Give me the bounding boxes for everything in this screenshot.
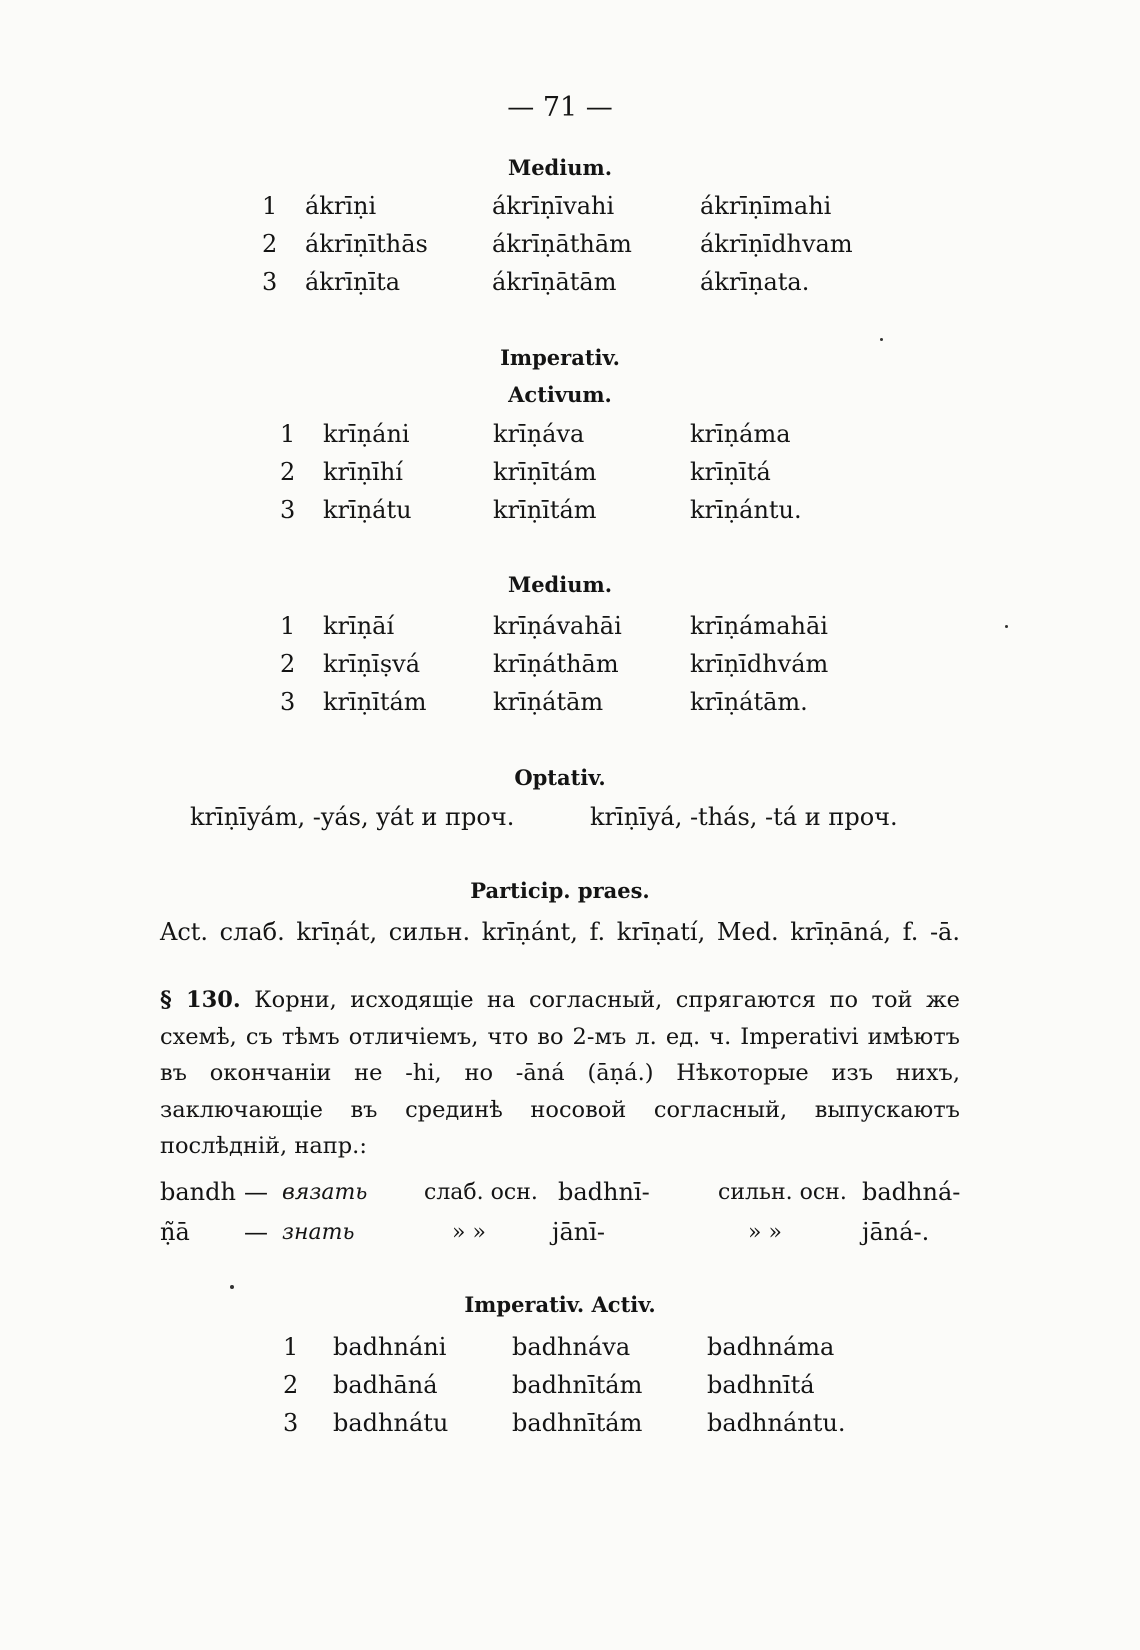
- weak-stem: jānī-: [552, 1218, 605, 1246]
- form-plural: krīṇītá: [690, 458, 771, 486]
- form-singular: krīṇáni: [323, 420, 410, 448]
- form-dual: badhnītám: [512, 1371, 643, 1399]
- form-dual: badhnītám: [512, 1409, 643, 1437]
- imperativ-heading: Imperativ.: [500, 345, 620, 370]
- form-plural: krīṇáma: [690, 420, 791, 448]
- strong-stem-label: » »: [748, 1220, 782, 1245]
- scan-speck: [230, 1285, 234, 1289]
- particip-heading: Particip. praes.: [470, 878, 650, 903]
- form-plural: badhnītá: [707, 1371, 815, 1399]
- form-plural: ákrīṇīmahi: [700, 192, 832, 220]
- page-number: — 71 —: [507, 92, 613, 123]
- form-dual: krīṇītám: [493, 496, 597, 524]
- scan-speck: [880, 338, 883, 341]
- root: bandh: [160, 1178, 236, 1206]
- activum-heading: Activum.: [508, 382, 612, 407]
- form-singular: krīṇátu: [323, 496, 412, 524]
- medium-heading-2: Medium.: [507, 572, 613, 597]
- section-text: Корни, исходящіе на согласный, спрягаются по той же схемѣ, съ тѣмъ отличіемъ, что во 2-мъ л. ед. ч. Imperativi имѣютъ въ окончаніи не -hi, но -āná (āṇá.) Нѣкоторые изъ нихъ, заключающіе въ срединѣ носовой согласный, выпускаютъ послѣдній, напр.:: [160, 987, 960, 1159]
- optativ-middle: krīṇīyá, -thás, -tá и проч.: [590, 803, 898, 831]
- strong-stem: badhná-: [862, 1178, 961, 1206]
- row-number: 3: [280, 688, 296, 716]
- form-plural: badhnáma: [707, 1333, 835, 1361]
- form-singular: ákrīṇi: [305, 192, 377, 220]
- form-singular: ákrīṇīthās: [305, 230, 428, 258]
- form-plural: ákrīṇīdhvam: [700, 230, 853, 258]
- form-plural: krīṇīdhvám: [690, 650, 829, 678]
- weak-stem-label: » »: [452, 1220, 486, 1245]
- form-singular: krīṇāí: [323, 612, 395, 640]
- row-number: 1: [280, 420, 296, 448]
- weak-stem-label: слаб. осн.: [424, 1180, 538, 1205]
- form-dual: krīṇáthām: [493, 650, 619, 678]
- form-singular: krīṇīṣvá: [323, 650, 421, 678]
- row-number: 2: [280, 458, 296, 486]
- strong-stem: jāná-.: [862, 1218, 930, 1246]
- row-number: 3: [262, 268, 278, 296]
- row-number: 2: [283, 1371, 299, 1399]
- form-dual: badhnáva: [512, 1333, 631, 1361]
- meaning: вязать: [282, 1180, 368, 1205]
- form-plural: krīṇántu.: [690, 496, 802, 524]
- form-plural: krīṇátām.: [690, 688, 808, 716]
- form-singular: krīṇītám: [323, 688, 427, 716]
- medium-heading: Medium.: [507, 155, 613, 180]
- form-dual: krīṇátām: [493, 688, 604, 716]
- section-number: § 130.: [160, 987, 241, 1013]
- form-singular: badhnátu: [333, 1409, 449, 1437]
- form-dual: krīṇītám: [493, 458, 597, 486]
- form-plural: ákrīṇata.: [700, 268, 810, 296]
- row-number: 3: [283, 1409, 299, 1437]
- form-dual: ákrīṇīvahi: [492, 192, 615, 220]
- particip-line: Act. слаб. krīṇát, сильн. krīṇánt, f. krīṇatí, Med. krīṇāná, f. -ā.: [160, 918, 960, 946]
- form-singular: badhāná: [333, 1371, 438, 1399]
- optativ-active: krīṇīyám, -yás, yát и проч.: [190, 803, 515, 831]
- root: ṇ̃ā: [160, 1218, 190, 1246]
- row-number: 1: [283, 1333, 299, 1361]
- optativ-heading: Optativ.: [514, 765, 606, 790]
- section-paragraph: [160, 982, 960, 1165]
- scan-speck: [1005, 625, 1008, 628]
- form-singular: ákrīṇīta: [305, 268, 401, 296]
- form-dual: krīṇáva: [493, 420, 585, 448]
- form-dual: krīṇávahāi: [493, 612, 622, 640]
- dash: —: [244, 1178, 268, 1206]
- form-plural: badhnántu.: [707, 1409, 846, 1437]
- form-dual: ákrīṇāthām: [492, 230, 632, 258]
- row-number: 1: [280, 612, 296, 640]
- meaning: знать: [282, 1220, 355, 1245]
- row-number: 2: [262, 230, 278, 258]
- weak-stem: badhnī-: [558, 1178, 650, 1206]
- row-number: 1: [262, 192, 278, 220]
- form-singular: krīṇīhí: [323, 458, 403, 486]
- form-singular: badhnáni: [333, 1333, 447, 1361]
- imperativ-activ-heading: Imperativ. Activ.: [464, 1292, 656, 1317]
- form-plural: krīṇámahāi: [690, 612, 828, 640]
- row-number: 2: [280, 650, 296, 678]
- row-number: 3: [280, 496, 296, 524]
- dash: —: [244, 1218, 268, 1246]
- strong-stem-label: сильн. осн.: [718, 1180, 847, 1205]
- form-dual: ákrīṇātām: [492, 268, 617, 296]
